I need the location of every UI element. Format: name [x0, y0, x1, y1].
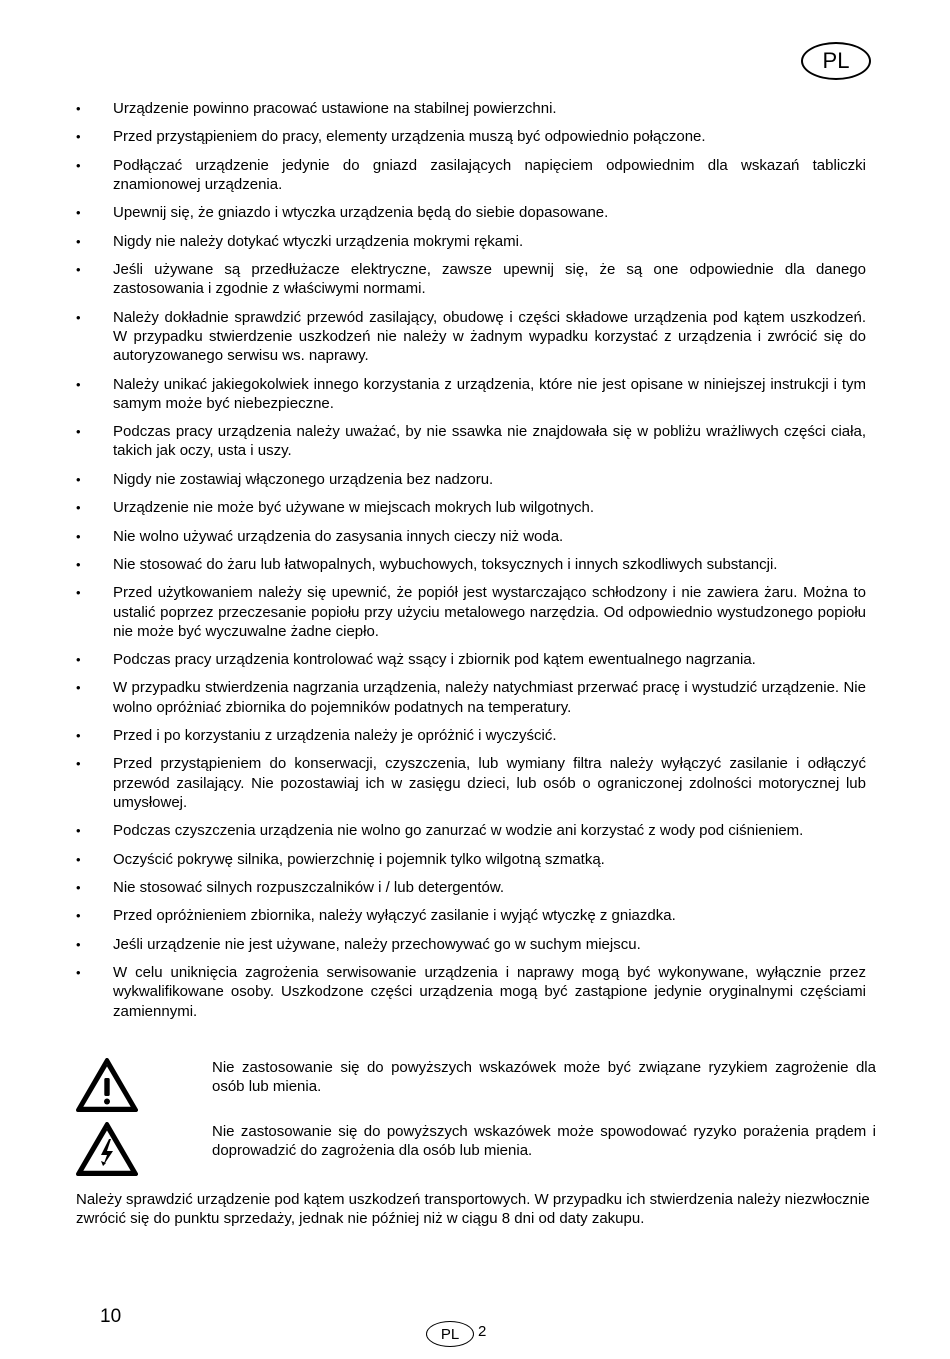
footer-language-badge: PL: [426, 1321, 474, 1347]
list-item: • W celu uniknięcia zagrożenia serwisowanie urządzenia i naprawy mogą być wykonywane, wyłącznie przez wykwalifikowane osoby. Uszkodzone części urządzenia mogą być zastąpione jedynie oryginalnymi częściami zamiennymi.: [76, 963, 866, 1021]
list-item: • Oczyścić pokrywę silnika, powierzchnię i pojemnik tylko wilgotną szmatką.: [76, 850, 866, 869]
language-badge: PL: [801, 42, 871, 80]
list-item: • Przed użytkowaniem należy się upewnić, że popiół jest wystarczająco schłodzony i nie zawiera żaru. Można to ustalić poprzez przeczesanie popiołu przy użyciu metalowego narzędzia. Od odpowiednio wystudzonego popiołu nie może być wyczuwalne żadne ciepło.: [76, 583, 866, 641]
list-item: • Przed przystąpieniem do konserwacji, czyszczenia, lub wymiany filtra należy wyłączyć zasilanie i odłączyć przewód zasilający. Nie pozostawiaj ich w zasięgu dzieci, lub osób o ograniczonej zdolności motorycznej lub umysłowej.: [76, 754, 866, 812]
list-item: • Upewnij się, że gniazdo i wtyczka urządzenia będą do siebie dopasowane.: [76, 203, 866, 222]
safety-instructions-list: [76, 99, 866, 1030]
list-item: • Podłączać urządzenie jedynie do gniazd zasilających napięciem odpowiednim dla wskazań tabliczki znamionowej urządzenia.: [76, 156, 866, 194]
electric-shock-warning-icon: [76, 1122, 138, 1176]
transport-damage-note: Należy sprawdzić urządzenie pod kątem uszkodzeń transportowych. W przypadku ich stwierdzenia należy niezwłocznie zwrócić się do punktu sprzedaży, jednak nie później niż w ciągu 8 dni od daty zakupu.: [76, 1191, 870, 1228]
list-item: • Przed przystąpieniem do pracy, elementy urządzenia muszą być odpowiednio połączone.: [76, 127, 866, 146]
list-item: • W przypadku stwierdzenia nagrzania urządzenia, należy natychmiast przerwać pracę i wystudzić urządzenie. Nie wolno opróżniać zbiornika do pojemników podatnych na temperatury.: [76, 678, 866, 716]
list-item: • Przed opróżnieniem zbiornika, należy wyłączyć zasilanie i wyjąć wtyczkę z gniazdka.: [76, 906, 866, 925]
list-item: • Podczas pracy urządzenia kontrolować wąż ssący i zbiornik pod kątem ewentualnego nagrzania.: [76, 650, 866, 669]
page-number: 10: [100, 1306, 122, 1327]
list-item: • Należy dokładnie sprawdzić przewód zasilający, obudowę i części składowe urządzenia pod kątem uszkodzeń. W przypadku stwierdzenie uszkodzeń nie należy w żadnym wypadku korzystać z urządzenia i zwrócić się do autoryzowanego serwisu ws. naprawy.: [76, 308, 866, 366]
electric-warning-block: [76, 1122, 876, 1182]
list-item: • Nigdy nie zostawiaj włączonego urządzenia bez nadzoru.: [76, 470, 866, 489]
list-item: • Urządzenie powinno pracować ustawione na stabilnej powierzchni.: [76, 99, 866, 118]
warning-text: Nie zastosowanie się do powyższych wskazówek może spowodować ryzyko porażenia prądem i doprowadzić do zagrożenia dla osób lub mienia.: [212, 1123, 876, 1160]
list-item: • Nie wolno używać urządzenia do zasysania innych cieczy niż woda.: [76, 527, 866, 546]
general-warning-block: [76, 1058, 876, 1118]
warning-text: Nie zastosowanie się do powyższych wskazówek może być związane ryzykiem zagrożenie dla osób lub mienia.: [212, 1059, 876, 1096]
general-warning-icon: [76, 1058, 138, 1112]
list-item: • Nigdy nie należy dotykać wtyczki urządzenia mokrymi rękami.: [76, 232, 866, 251]
list-item: • Nie stosować silnych rozpuszczalników i / lub detergentów.: [76, 878, 866, 897]
list-item: • Podczas czyszczenia urządzenia nie wolno go zanurzać w wodzie ani korzystać z wody pod ciśnieniem.: [76, 821, 866, 840]
list-item: • Należy unikać jakiegokolwiek innego korzystania z urządzenia, które nie jest opisane w niniejszej instrukcji i tym samym może być niebezpieczne.: [76, 375, 866, 413]
footer-sub-page-number: 2: [478, 1323, 487, 1340]
list-item: • Jeśli używane są przedłużacze elektryczne, zawsze upewnij się, że są one odpowiednie dla danego zastosowania i zgodnie z właściwymi normami.: [76, 260, 866, 298]
list-item: • Przed i po korzystaniu z urządzenia należy je opróżnić i wyczyścić.: [76, 726, 866, 745]
list-item: • Nie stosować do żaru lub łatwopalnych, wybuchowych, toksycznych i innych szkodliwych substancji.: [76, 555, 866, 574]
list-item: • Podczas pracy urządzenia należy uważać, by nie ssawka nie znajdowała się w pobliżu wrażliwych części ciała, takich jak oczy, usta i uszy.: [76, 422, 866, 460]
list-item: • Jeśli urządzenie nie jest używane, należy przechowywać go w suchym miejscu.: [76, 935, 866, 954]
list-item: • Urządzenie nie może być używane w miejscach mokrych lub wilgotnych.: [76, 498, 866, 517]
